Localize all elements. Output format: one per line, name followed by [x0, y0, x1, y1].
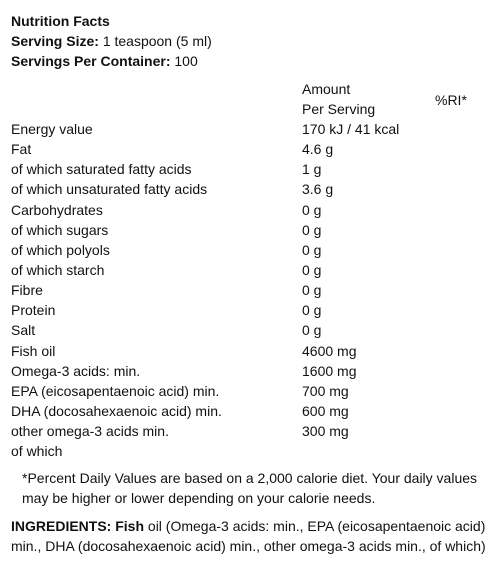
nutrient-amount: 0 g [302, 282, 322, 299]
nutrient-row [0, 260, 501, 280]
nutrient-row [0, 381, 501, 401]
nutrient-row [0, 320, 501, 340]
ingredients-bold-word: Fish [115, 518, 145, 534]
nutrient-amount: 4.6 g [302, 141, 334, 158]
nutrient-name: Protein [11, 302, 56, 319]
nutrient-amount: 0 g [302, 302, 322, 319]
nutrient-name: of which [11, 443, 63, 460]
nutrient-row [0, 401, 501, 421]
nutrient-row [0, 139, 501, 159]
nutrient-name: Carbohydrates [11, 201, 103, 218]
per-serving-column-header: Per Serving [302, 101, 376, 117]
nutrient-name: of which polyols [11, 241, 110, 258]
nutrient-amount: 700 mg [302, 382, 349, 399]
nutrient-name: Fat [11, 141, 32, 158]
nutrient-row [0, 361, 501, 381]
nutrient-amount: 4600 mg [302, 342, 357, 359]
servings-per-container-line [11, 51, 198, 71]
nutrient-name: Energy value [11, 121, 93, 137]
nutrient-name: Omega-3 acids: min. [11, 362, 141, 379]
daily-value-footnote: *Percent Daily Values are based on a 2,000 calorie diet. Your daily values may be higher or lower depending on your calorie needs. [22, 470, 478, 506]
nutrient-row [0, 159, 501, 179]
nutrient-row [0, 240, 501, 260]
nutrient-row [0, 300, 501, 320]
nutrient-name: Fish oil [11, 342, 56, 359]
servings-per-container-label: Servings Per Container: [11, 53, 171, 69]
nutrient-amount: 0 g [302, 201, 322, 218]
nutrition-facts-title: Nutrition Facts [11, 13, 110, 29]
nutrient-name: Fibre [11, 282, 43, 299]
nutrient-amount: 170 kJ / 41 kcal [302, 121, 400, 137]
nutrient-row [0, 200, 501, 220]
nutrient-name: of which sugars [11, 221, 109, 238]
serving-size-line [11, 31, 212, 51]
ri-column-header: %RI* [435, 92, 467, 108]
nutrient-amount: 3.6 g [302, 181, 334, 198]
nutrient-row [0, 220, 501, 240]
nutrient-amount: 600 mg [302, 402, 349, 419]
nutrient-amount: 300 mg [302, 423, 349, 440]
serving-size-value: 1 teaspoon (5 ml) [102, 33, 212, 49]
amount-column-header: Amount [302, 81, 351, 97]
nutrient-name: of which saturated fatty acids [11, 161, 192, 178]
nutrient-name: DHA (docosahexaenoic acid) min. [11, 402, 222, 419]
nutrient-row [0, 441, 501, 461]
nutrient-amount: 0 g [302, 221, 322, 238]
nutrient-table [0, 119, 501, 461]
ingredients-text: oil (Omega-3 acids: min., EPA (eicosapentaenoic acid) min., DHA (docosahexaenoic acid) min., other omega-3 acids min., of which) [11, 518, 486, 554]
nutrient-name: of which starch [11, 261, 105, 278]
nutrient-row [0, 421, 501, 441]
nutrient-name: Salt [11, 322, 36, 339]
nutrient-amount: 0 g [302, 241, 322, 258]
nutrient-name: other omega-3 acids min. [11, 423, 169, 440]
servings-per-container-value: 100 [174, 53, 198, 69]
nutrient-row [0, 119, 501, 139]
nutrient-row [0, 341, 501, 361]
ingredients-label: INGREDIENTS: [11, 518, 112, 534]
nutrient-name: EPA (eicosapentaenoic acid) min. [11, 382, 220, 399]
nutrient-row [0, 280, 501, 300]
nutrient-row [0, 179, 501, 199]
nutrient-name: of which unsaturated fatty acids [11, 181, 208, 198]
serving-size-label: Serving Size: [11, 33, 99, 49]
nutrient-amount: 0 g [302, 322, 322, 339]
nutrient-amount: 0 g [302, 261, 322, 278]
nutrient-amount: 1 g [302, 161, 322, 178]
ingredients-statement [11, 516, 491, 556]
nutrient-amount: 1600 mg [302, 362, 357, 379]
